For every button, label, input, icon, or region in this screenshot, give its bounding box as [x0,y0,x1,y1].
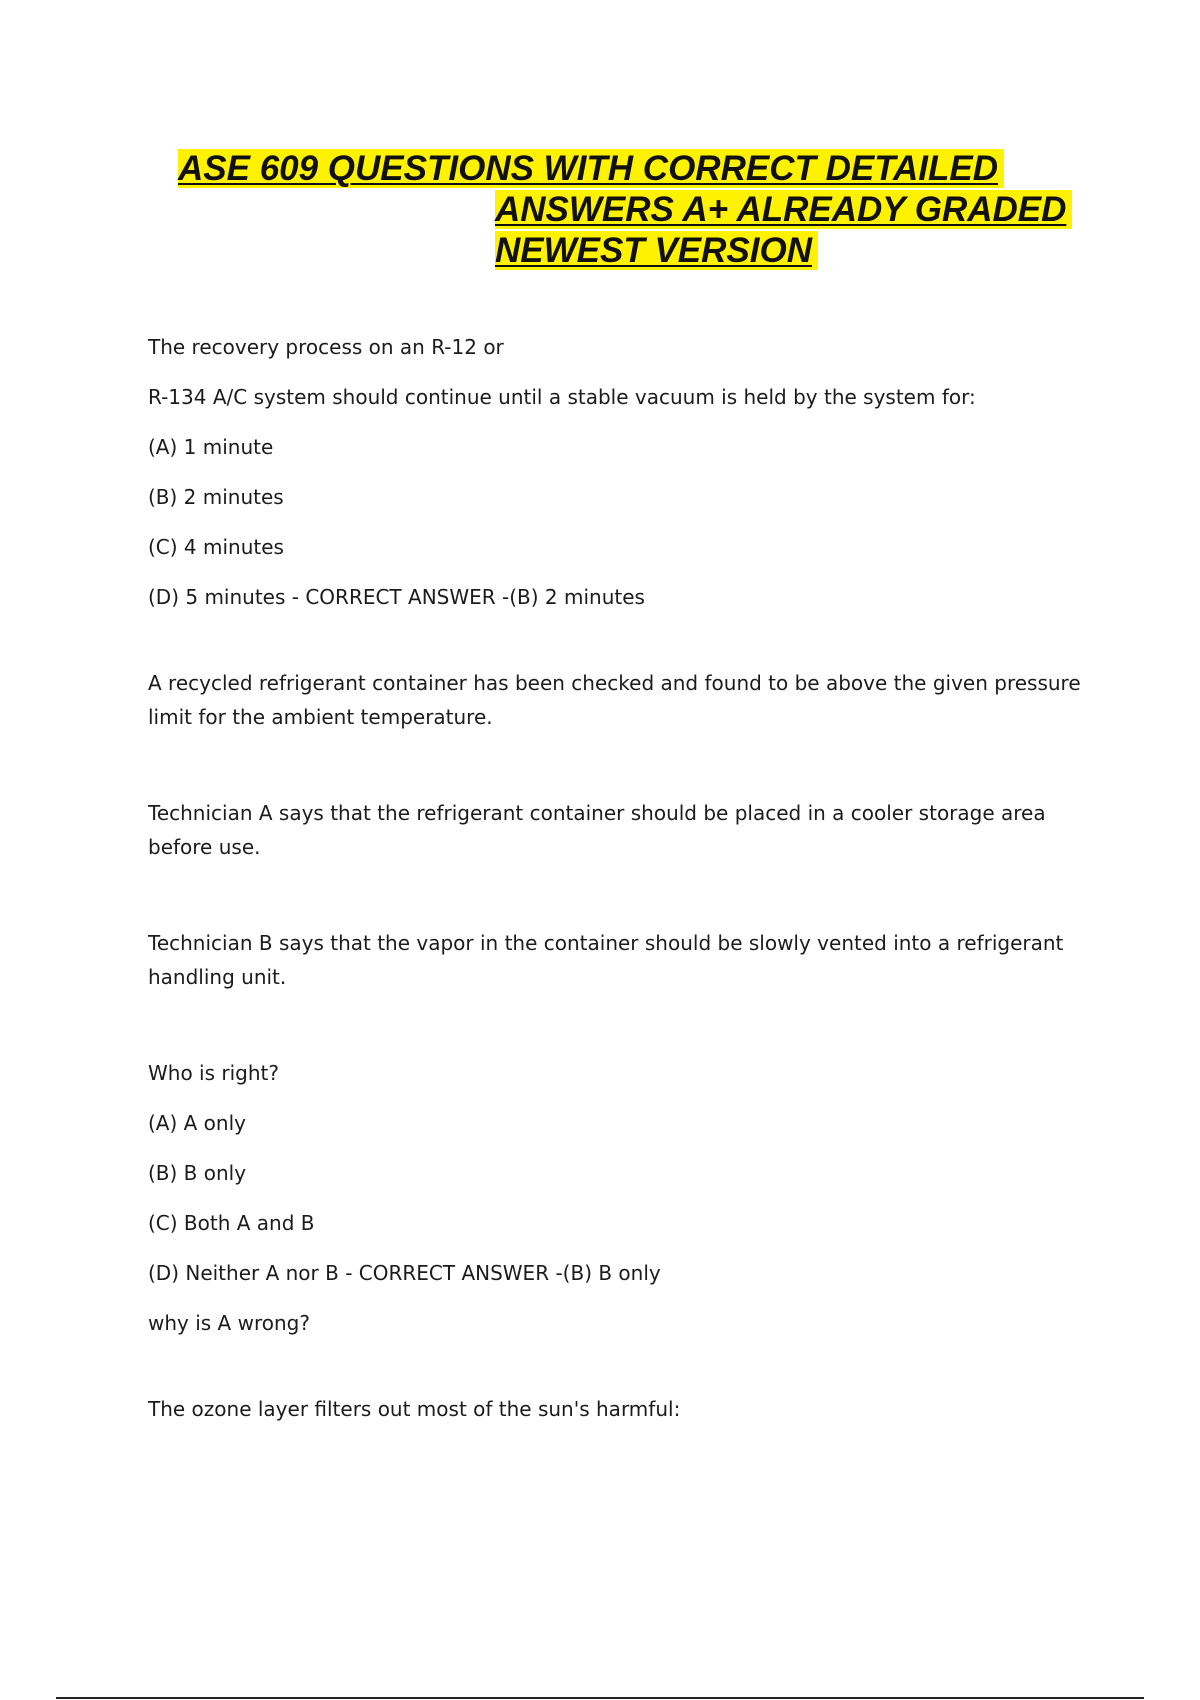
question-1-option-a: (A) 1 minute [148,435,274,459]
question-2-option-b: (B) B only [148,1161,247,1185]
question-1-option-d-answer: (D) 5 minutes - CORRECT ANSWER -(B) 2 minutes [148,585,645,609]
bottom-rule [56,1697,1144,1699]
question-2 [148,666,1088,1340]
question-1-option-c: (C) 4 minutes [148,535,284,559]
question-1-option-b: (B) 2 minutes [148,485,284,509]
question-2-option-a: (A) A only [148,1111,246,1135]
question-2-option-c: (C) Both A and B [148,1211,315,1235]
question-3 [148,1392,1088,1426]
title-line-1: ASE 609 QUESTIONS WITH CORRECT DETAILED [178,148,1098,189]
question-1-line-1: The recovery process on an R-12 or [148,335,504,359]
question-2-followup: why is A wrong? [148,1311,310,1335]
question-2-prompt: Who is right? [148,1061,279,1085]
title-line-2: ANSWERS A+ ALREADY GRADED [178,189,1098,230]
question-3-text: The ozone layer filters out most of the sun's harmful: [148,1397,681,1421]
question-2-technician-a: Technician A says that the refrigerant container should be placed in a cooler storage area before use. [148,801,1046,859]
document-title [178,148,1098,271]
title-line-3: NEWEST VERSION [178,230,1098,271]
question-2-intro: A recycled refrigerant container has been checked and found to be above the given pressure limit for the ambient temperature. [148,671,1081,729]
document-body [148,330,1088,1442]
question-1 [148,330,1088,614]
question-1-line-2: R-134 A/C system should continue until a stable vacuum is held by the system for: [148,385,976,409]
question-2-technician-b: Technician B says that the vapor in the container should be slowly vented into a refrigerant handling unit. [148,931,1064,989]
question-2-option-d-answer: (D) Neither A nor B - CORRECT ANSWER -(B) B only [148,1261,661,1285]
